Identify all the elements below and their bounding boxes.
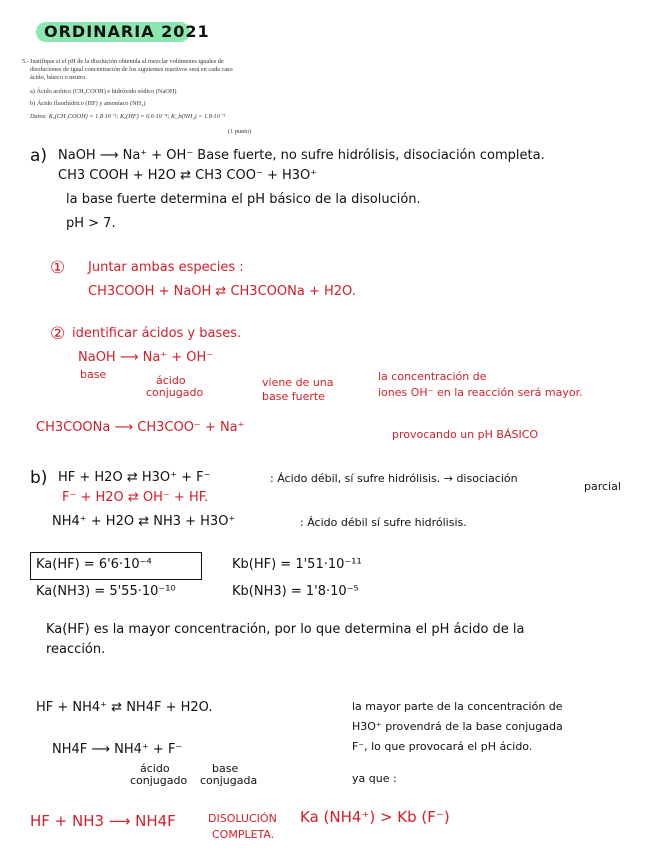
part-b-label: b) <box>30 468 48 488</box>
step-2-base-label: base <box>80 368 107 381</box>
page-title: ORDINARIA 2021 <box>44 22 210 41</box>
final-equation: HF + NH3 ⟶ NH4F <box>30 812 176 830</box>
part-a-line-1: NaOH ⟶ Na⁺ + OH⁻ Base fuerte, no sufre hidrólisis, disociación completa. <box>58 148 545 163</box>
step-2-number: ② <box>50 324 66 344</box>
step-1-equation: CH3COOH + NaOH ⇄ CH3COONa + H2O. <box>88 284 356 299</box>
step-2-title: identificar ácidos y bases. <box>72 326 242 341</box>
step-1-title: Juntar ambas especies : <box>88 260 244 275</box>
ka-nh3: Ka(NH3) = 5'55·10⁻¹⁰ <box>36 584 176 599</box>
step-2-note-1: la concentración de <box>378 370 487 383</box>
step-2-equation-2: CH3COONa ⟶ CH3COO⁻ + Na⁺ <box>36 420 245 435</box>
step-2-result: provocando un pH BÁSICO <box>392 428 539 441</box>
step-2-strong-base: base fuerte <box>262 390 325 403</box>
salt-conjugate-label: conjugado <box>130 774 188 787</box>
final-complete: COMPLETA. <box>212 828 275 841</box>
part-a-line-4: pH > 7. <box>66 216 116 231</box>
question-line-2: disoluciones de igual concentración de los siguientes reactivos será en cada caso <box>30 66 233 73</box>
part-b-line-2: F⁻ + H2O ⇄ OH⁻ + HF. <box>62 490 209 505</box>
question-part-b: b) Ácido fluorhídrico (HF) y amoníaco (NH₃) <box>30 100 146 107</box>
salt-acid-label: ácido <box>140 762 170 775</box>
side-note-2: H3O⁺ provendrá de la base conjugada <box>352 720 563 733</box>
question-number: 5.- <box>22 58 29 65</box>
main-equation: HF + NH4⁺ ⇄ NH4F + H2O. <box>36 700 213 715</box>
salt-equation: NH4F ⟶ NH4⁺ + F⁻ <box>52 742 183 757</box>
part-b-line-1: HF + H2O ⇄ H3O⁺ + F⁻ <box>58 470 211 485</box>
salt-conjugated-label: conjugada <box>200 774 258 787</box>
ka-hf: Ka(HF) = 6'6·10⁻⁴ <box>36 557 152 572</box>
side-note-1: la mayor parte de la concentración de <box>352 700 563 713</box>
side-note-4: ya que : <box>352 772 397 785</box>
step-2-note-2: iones OH⁻ en la reacción será mayor. <box>378 386 583 399</box>
step-2-conjugate-label: conjugado <box>146 386 204 399</box>
question-data: Datos: Kₐ(CH₃COOH) = 1.8·10⁻⁵; Kₐ(HF) = 6.6·10⁻⁴; K_b(NH₃) = 1.8·10⁻⁵ <box>30 113 226 120</box>
kb-hf: Kb(HF) = 1'51·10⁻¹¹ <box>232 557 362 572</box>
final-dissolution: DISOLUCIÓN <box>208 812 277 825</box>
part-b-line-1-note: : Ácido débil, sí sufre hidrólisis. → disociación <box>270 472 518 485</box>
step-2-equation: NaOH ⟶ Na⁺ + OH⁻ <box>78 350 214 365</box>
part-a-line-2: CH3 COOH + H2O ⇄ CH3 COO⁻ + H3O⁺ <box>58 168 318 183</box>
part-b-line-3: NH4⁺ + H2O ⇄ NH3 + H3O⁺ <box>52 514 236 529</box>
part-b-line-3-note: : Ácido débil sí sufre hidrólisis. <box>300 516 467 529</box>
final-ka-comparison: Ka (NH4⁺) > Kb (F⁻) <box>300 808 450 826</box>
conclusion-line-1: Ka(HF) es la mayor concentración, por lo que determina el pH ácido de la <box>46 622 525 637</box>
step-2-acid-label: ácido <box>156 374 186 387</box>
conclusion-line-2: reacción. <box>46 642 106 657</box>
step-2-comes-from: viene de una <box>262 376 334 389</box>
side-note-3: F⁻, lo que provocará el pH ácido. <box>352 740 533 753</box>
part-a-label: a) <box>30 146 48 166</box>
question-points: (1 punto) <box>228 128 252 135</box>
question-line-3: ácido, básico o neutro. <box>30 74 87 81</box>
step-1-number: ① <box>50 258 66 278</box>
question-line-1: Justifique si el pH de la disolución obtenida al mezclar volúmenes iguales de <box>30 58 224 65</box>
part-a-line-3: la base fuerte determina el pH básico de la disolución. <box>66 192 421 207</box>
kb-nh3: Kb(NH3) = 1'8·10⁻⁵ <box>232 584 359 599</box>
question-part-a: a) Ácido acético (CH₃COOH) e hidróxido sódico (NaOH) <box>30 88 177 95</box>
part-b-line-1-note-2: parcial <box>584 480 621 493</box>
salt-base-label: base <box>212 762 239 775</box>
